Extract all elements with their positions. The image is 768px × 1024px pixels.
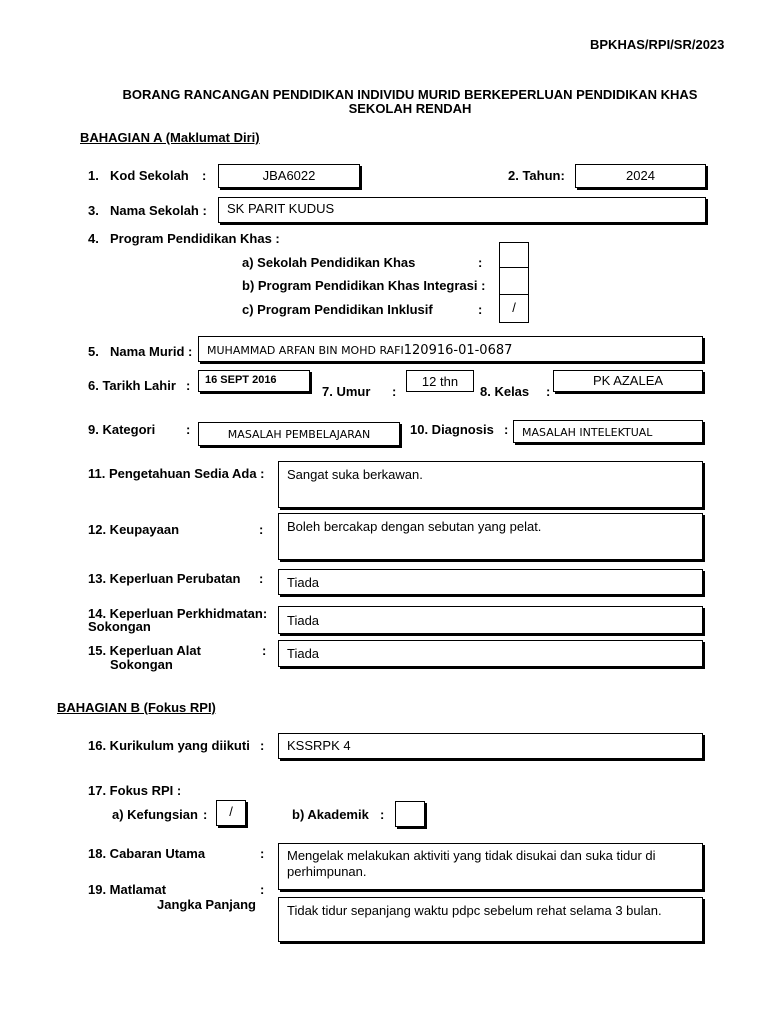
field-19-label-line2: Jangka Panjang [157, 897, 256, 912]
field-5-label: Nama Murid : [110, 344, 193, 359]
field-14-label-line1: 14. Keperluan Perkhidmatan: [88, 606, 268, 621]
field-18-label: 18. Cabaran Utama [88, 846, 206, 861]
field-13-label: 13. Keperluan Perubatan [88, 571, 241, 586]
field-12-label: 12. Keupayaan [88, 522, 180, 537]
field-4-label: Program Pendidikan Khas : [110, 231, 280, 246]
fokus-akademik-label: b) Akademik [292, 807, 369, 822]
field-10-label: 10. Diagnosis [410, 422, 494, 437]
field-7-colon: : [392, 384, 397, 399]
nama-sekolah-field[interactable]: SK PARIT KUDUS [218, 197, 706, 223]
field-13-colon: : [259, 571, 264, 586]
program-c-label: c) Program Pendidikan Inklusif [242, 302, 433, 317]
field-19-label-line1: 19. Matlamat [88, 882, 167, 897]
field-17-label: 17. Fokus RPI : [88, 783, 182, 798]
field-11-label: 11. Pengetahuan Sedia Ada : [88, 466, 265, 481]
program-c-checkbox[interactable]: / [499, 295, 529, 323]
program-a-checkbox[interactable] [499, 242, 529, 268]
field-3-number: 3. [88, 203, 99, 218]
fokus-akademik-colon: : [380, 807, 385, 822]
field-18-colon: : [260, 846, 265, 861]
cabaran-utama-field[interactable]: Mengelak melakukan aktiviti yang tidak disukai dan suka tidur di perhimpunan. [278, 843, 703, 890]
field-1-label: Kod Sekolah [110, 168, 189, 183]
fokus-kefungsian-label: a) Kefungsian [112, 807, 198, 822]
field-6-colon: : [186, 378, 191, 393]
field-1-colon: : [202, 168, 207, 183]
kelas-field[interactable]: PK AZALEA [553, 370, 703, 392]
umur-field[interactable]: 12 thn [406, 370, 474, 392]
field-8-colon: : [546, 384, 551, 399]
nama-murid-name: MUHAMMAD ARFAN BIN MOHD RAFI [207, 344, 404, 357]
keperluan-alat-field[interactable]: Tiada [278, 640, 703, 667]
kategori-field[interactable]: MASALAH PEMBELAJARAN [198, 422, 400, 446]
keperluan-perkhidmatan-field[interactable]: Tiada [278, 606, 703, 634]
section-a-heading: BAHAGIAN A (Maklumat Diri) [80, 130, 260, 145]
section-b-heading: BAHAGIAN B (Fokus RPI) [57, 700, 216, 715]
document-code: BPKHAS/RPI/SR/2023 [590, 37, 725, 52]
field-2-label: 2. Tahun: [508, 168, 565, 183]
field-15-label-line1: 15. Keperluan Alat [88, 643, 201, 658]
program-c-colon: : [478, 302, 483, 317]
program-b-label: b) Program Pendidikan Khas Integrasi : [242, 278, 486, 293]
field-8-label: 8. Kelas [480, 384, 530, 399]
field-5-number: 5. [88, 344, 99, 359]
program-a-colon: : [478, 255, 483, 270]
program-a-label: a) Sekolah Pendidikan Khas [242, 255, 416, 270]
field-15-colon: : [262, 643, 267, 658]
tarikh-lahir-field[interactable]: 16 SEPT 2016 [198, 370, 310, 392]
kefungsian-checkbox[interactable]: / [216, 800, 246, 826]
field-7-label: 7. Umur [322, 384, 371, 399]
field-15-label-line2: Sokongan [110, 657, 173, 672]
field-16-colon: : [260, 738, 265, 753]
field-3-label: Nama Sekolah : [110, 203, 207, 218]
field-16-label: 16. Kurikulum yang diikuti [88, 738, 250, 753]
field-14-label-line2: Sokongan [88, 619, 151, 634]
nama-murid-ic: 120916-01-0687 [403, 343, 513, 358]
matlamat-field[interactable]: Tidak tidur sepanjang waktu pdpc sebelum rehat selama 3 bulan. [278, 897, 703, 942]
kurikulum-field[interactable]: KSSRPK 4 [278, 733, 703, 759]
field-4-number: 4. [88, 231, 99, 246]
keperluan-perubatan-field[interactable]: Tiada [278, 569, 703, 595]
kod-sekolah-field[interactable]: JBA6022 [218, 164, 360, 188]
form-title-line1: BORANG RANCANGAN PENDIDIKAN INDIVIDU MURID BERKEPERLUAN PENDIDIKAN KHAS [122, 87, 698, 102]
form-title-line2: SEKOLAH RENDAH [348, 101, 472, 116]
diagnosis-field[interactable]: MASALAH INTELEKTUAL [513, 420, 703, 443]
keupayaan-field[interactable]: Boleh bercakap dengan sebutan yang pelat. [278, 513, 703, 560]
pengetahuan-field[interactable]: Sangat suka berkawan. [278, 461, 703, 508]
field-19-colon: : [260, 882, 265, 897]
program-b-checkbox[interactable] [499, 268, 529, 295]
tahun-field[interactable]: 2024 [575, 164, 706, 188]
field-9-label: 9. Kategori [88, 422, 156, 437]
field-12-colon: : [259, 522, 264, 537]
akademik-checkbox[interactable] [395, 801, 425, 827]
field-9-colon: : [186, 422, 191, 437]
field-6-label: 6. Tarikh Lahir [88, 378, 176, 393]
field-1-number: 1. [88, 168, 99, 183]
fokus-kefungsian-colon: : [203, 807, 208, 822]
nama-murid-field[interactable] [198, 336, 703, 362]
field-10-colon: : [504, 422, 509, 437]
